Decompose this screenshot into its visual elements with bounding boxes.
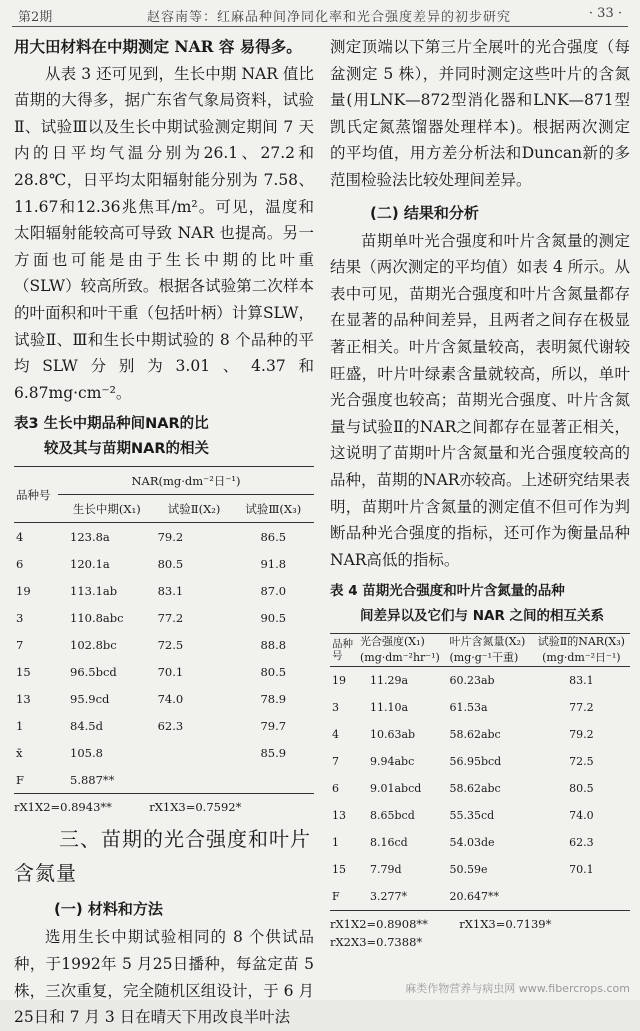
table-cell-x2: 58.62abc [449, 728, 501, 742]
table3-header-x2: 试验Ⅱ(X₂) [167, 501, 221, 516]
table-cell-v: x̄ [16, 745, 23, 760]
table-cell-x1: 3.277* [370, 890, 407, 904]
table-cell-x1: 9.94abc [370, 755, 415, 769]
table-cell-x1: 5.887** [70, 772, 115, 787]
table4 [330, 633, 630, 911]
table-cell-v: 13 [16, 691, 31, 706]
table3-header-x3: 试验Ⅲ(X₃) [245, 501, 302, 516]
table-cell-x1: 11.10a [370, 701, 409, 715]
article-running-title: 赵容南等：红麻品种间净同化率和光合强度差异的初步研究 [147, 10, 512, 25]
table4-header-x3-label: 试验Ⅱ的NAR(X₃) [537, 635, 625, 649]
paragraph: 选用生长中期试验相同的 8 个供试品种，于1992年 5 月25日播种，每盆定苗 5 株，三次重复，完全随机区组设计，于 6 月25日和 7 月 3 日在晴天下用改良半叶法 [14, 928, 314, 1027]
table-cell-v: 7 [332, 755, 339, 769]
table-cell-x1: 123.8a [70, 529, 110, 544]
table3 [14, 466, 314, 794]
table-row [14, 766, 314, 794]
table-cell-v: 4 [16, 529, 24, 544]
table-cell-v: 3 [332, 701, 339, 715]
table-row [14, 739, 314, 766]
table-cell-x2: 74.0 [157, 691, 184, 706]
table-row [330, 883, 630, 911]
table-cell-x3: 77.2 [569, 701, 594, 715]
table-cell-x3: 90.5 [260, 610, 287, 625]
table-cell-x3 [533, 883, 630, 911]
table4-header-x1 [358, 634, 447, 667]
table-row [330, 694, 630, 721]
table-cell-x1: 96.5bcd [70, 664, 117, 679]
table-row [330, 829, 630, 856]
table3-caption-line2: 较及其与苗期NAR的相关 [44, 441, 210, 458]
table-cell-x2: 20.647** [449, 890, 499, 904]
table-cell-x2: 79.2 [157, 529, 184, 544]
table-cell-v: 13 [332, 809, 346, 823]
table-cell-x3: 91.8 [260, 556, 287, 571]
table-cell-x2: 56.95bcd [449, 755, 502, 769]
table4-header-x3 [533, 634, 630, 667]
table-row [330, 667, 630, 695]
section-heading [14, 822, 314, 890]
table-cell-x1: 102.8bc [70, 637, 117, 652]
table-row [330, 748, 630, 775]
table-cell-x3: 83.1 [569, 674, 594, 688]
table-cell-x1: 11.29a [370, 674, 409, 688]
table4-correlation-x1x3: rX1X3=0.7139* [459, 917, 552, 932]
table-cell-x3: 86.5 [260, 529, 287, 544]
table-cell-x1: 9.01abcd [370, 782, 422, 796]
table4-header-x2 [447, 634, 532, 667]
section-heading-line1: 三、苗期的光合强度和叶片 [59, 827, 311, 852]
table-cell-x2: 58.62abc [449, 782, 501, 796]
paragraph: 苗期单叶光合强度和叶片含氮量的测定结果（两次测定的平均值）如表 4 所示。从表中可见，苗期光合强度和叶片含氮量都存在显著的品种间差异，且两者之间存在极显著正相关。叶片含氮量较高，表明氮代谢较旺盛，叶片叶绿素含量就较高，所以，单叶光合强度也较高；苗期光合强度、叶片含氮量与试验Ⅱ的NAR之间都存在显著正相关，这说明了苗期叶片含氮量和光合强度较高的品种，苗期的NAR亦较高。上述研究结果表明，苗期叶片含氮量的测定值不但可作为判断品种光合强度的指标，还可作为衡量品种NAR高低的指标。 [330, 231, 630, 569]
table3-header-variety: 品种号 [16, 487, 51, 502]
table-cell-v: 15 [332, 863, 346, 877]
table-cell-x2 [156, 739, 233, 766]
table-row [330, 856, 630, 883]
table-cell-v: 1 [332, 836, 339, 850]
table3-caption-line1: 表3 生长中期品种间NAR的比 [14, 416, 209, 433]
table-cell-x1: 8.16cd [370, 836, 408, 850]
right-column [330, 34, 630, 951]
table4-header-x2-unit: (mg·g⁻¹干重) [449, 651, 519, 665]
table-cell-x1: 105.8 [70, 745, 103, 760]
table-cell-x1: 10.63ab [370, 728, 416, 742]
table4-header-x1-label: 光合强度(X₁) [360, 635, 425, 649]
table-cell-x3: 78.9 [260, 691, 287, 706]
table-cell-v: 15 [16, 664, 31, 679]
table-cell-x2: 83.1 [157, 583, 184, 598]
table-cell-x2: 54.03de [449, 836, 495, 850]
table-cell-x3: 88.8 [260, 637, 287, 652]
table-cell-x3: 72.5 [569, 755, 594, 769]
table-cell-x2: 80.5 [157, 556, 184, 571]
table-cell-x2: 72.5 [157, 637, 184, 652]
table-cell-x2 [156, 766, 233, 794]
table-row [14, 577, 314, 604]
table-cell-x3: 74.0 [569, 809, 594, 823]
table-cell-v: 6 [332, 782, 339, 796]
table-cell-v: 19 [16, 583, 31, 598]
table-cell-x1: 7.79d [370, 863, 402, 877]
paragraph: 测定顶端以下第三片全展叶的光合强度（每盆测定 5 株），并同时测定这些叶片的含氮量(用LNK—872型消化器和LNK—871型凯氏定氮蒸馏器处理样本)。根据两次测定的平均值，用方差分析法和Duncan新的多范围检验法比较处理间差异。 [330, 38, 630, 189]
table-row [14, 685, 314, 712]
table-cell-x2: 77.2 [157, 610, 184, 625]
table-row [14, 523, 314, 551]
watermark: 麻类作物营养与病虫网 www.fibercrops.com [405, 982, 630, 995]
table-cell-x3: 70.1 [569, 863, 594, 877]
table-cell-x3: 79.2 [569, 728, 594, 742]
table3-correlation-x1x2: rX1X2=0.8943** [14, 800, 112, 815]
table4-header-x2-label: 叶片含氮量(X₂) [449, 635, 526, 649]
table4-header-x3-unit: (mg·dm⁻²日⁻¹) [542, 651, 621, 665]
table-cell-x3: 62.3 [569, 836, 594, 850]
table-cell-x1: 110.8abc [70, 610, 124, 625]
table3-caption [14, 412, 314, 462]
table-cell-x2: 60.23ab [449, 674, 495, 688]
table-cell-x3 [233, 766, 314, 794]
table-row [330, 775, 630, 802]
table-cell-x1: 8.65bcd [370, 809, 415, 823]
table-cell-x2: 55.35cd [449, 809, 495, 823]
table-row [330, 721, 630, 748]
subsection-heading: (一) 材料和方法 [54, 900, 163, 919]
table4-correlation-x2x3: rX2X3=0.7388* [330, 935, 423, 950]
table3-note [14, 798, 314, 816]
table-cell-x2: 70.1 [157, 664, 184, 679]
running-header [12, 4, 628, 27]
table-cell-x2: 62.3 [157, 718, 184, 733]
table-row [14, 631, 314, 658]
table4-caption [330, 579, 630, 629]
issue-number: 第2期 [18, 10, 53, 25]
table-cell-x1: 113.1ab [70, 583, 118, 598]
table-row [14, 712, 314, 739]
page-number: · 33 · [588, 6, 622, 21]
table-cell-x1: 95.9cd [70, 691, 110, 706]
left-column [14, 34, 314, 1031]
table4-caption-line1: 表 4 苗期光合强度和叶片含氮量的品种 [330, 583, 565, 600]
table-cell-v: 19 [332, 674, 346, 688]
table-cell-x3: 80.5 [569, 782, 594, 796]
subsection-heading: (二) 结果和分析 [370, 203, 479, 222]
table-cell-v: 6 [16, 556, 24, 571]
table-cell-v: 3 [16, 610, 24, 625]
table-cell-x3: 79.7 [260, 718, 287, 733]
table4-caption-line2: 间差异以及它们与 NAR 之间的相互关系 [360, 608, 605, 625]
table-cell-x2: 50.59e [449, 863, 488, 877]
section-heading-line2: 含氮量 [14, 861, 77, 886]
table4-correlation-x1x2: rX1X2=0.8908** [330, 917, 428, 932]
table-cell-v: 1 [16, 718, 24, 733]
table-cell-x3: 87.0 [260, 583, 287, 598]
table-cell-x3: 85.9 [260, 745, 287, 760]
table-cell-x1: 84.5d [70, 718, 103, 733]
paragraph: 用大田材料在中期测定 NAR 容 易得多。 [14, 37, 302, 56]
table-row [14, 658, 314, 685]
table3-body [14, 523, 314, 794]
table4-header-x1-unit: (mg·dm⁻²hr⁻¹) [360, 651, 440, 665]
table-cell-x1: 120.1a [70, 556, 110, 571]
table-cell-v: F [16, 772, 24, 787]
table-cell-x2: 61.53a [449, 701, 488, 715]
table3-correlation-x1x3: rX1X3=0.7592* [149, 800, 242, 815]
table-cell-x3: 80.5 [260, 664, 287, 679]
table-cell-v: F [332, 890, 340, 904]
table-row [330, 802, 630, 829]
table3-header-x1: 生长中期(X₁) [72, 501, 141, 516]
table-row [14, 604, 314, 631]
table-cell-v: 7 [16, 637, 24, 652]
table4-header-variety: 品种号 [332, 638, 353, 663]
table4-note [330, 915, 630, 951]
table3-header-nar: NAR(mg·dm⁻²日⁻¹) [58, 467, 314, 495]
table-cell-v: 4 [332, 728, 339, 742]
paragraph: 从表 3 还可见到，生长中期 NAR 值比苗期的大得多，据广东省气象局资料，试验Ⅱ、试验Ⅲ以及生长中期试验测定期间 7 天内的日平均气温分别为26.1、27.2和28.8℃，日平均太阳辐射能分别为 7.58、11.67和12.36兆焦耳/m²。可见，温度和太阳辐射能较高可导致 NAR 也提高。另一方面也可能是由于生长中期的比叶重（SLW）较高所致。根据各试验第二次样本的叶面积和叶干重（包括叶柄）计算SLW，试验Ⅱ、Ⅲ和生长中期试验的 8 个品种的平均SLW分别为3.01、4.37和6.87mg·cm⁻²。 [14, 64, 314, 402]
table4-body [330, 667, 630, 911]
table-row [14, 550, 314, 577]
